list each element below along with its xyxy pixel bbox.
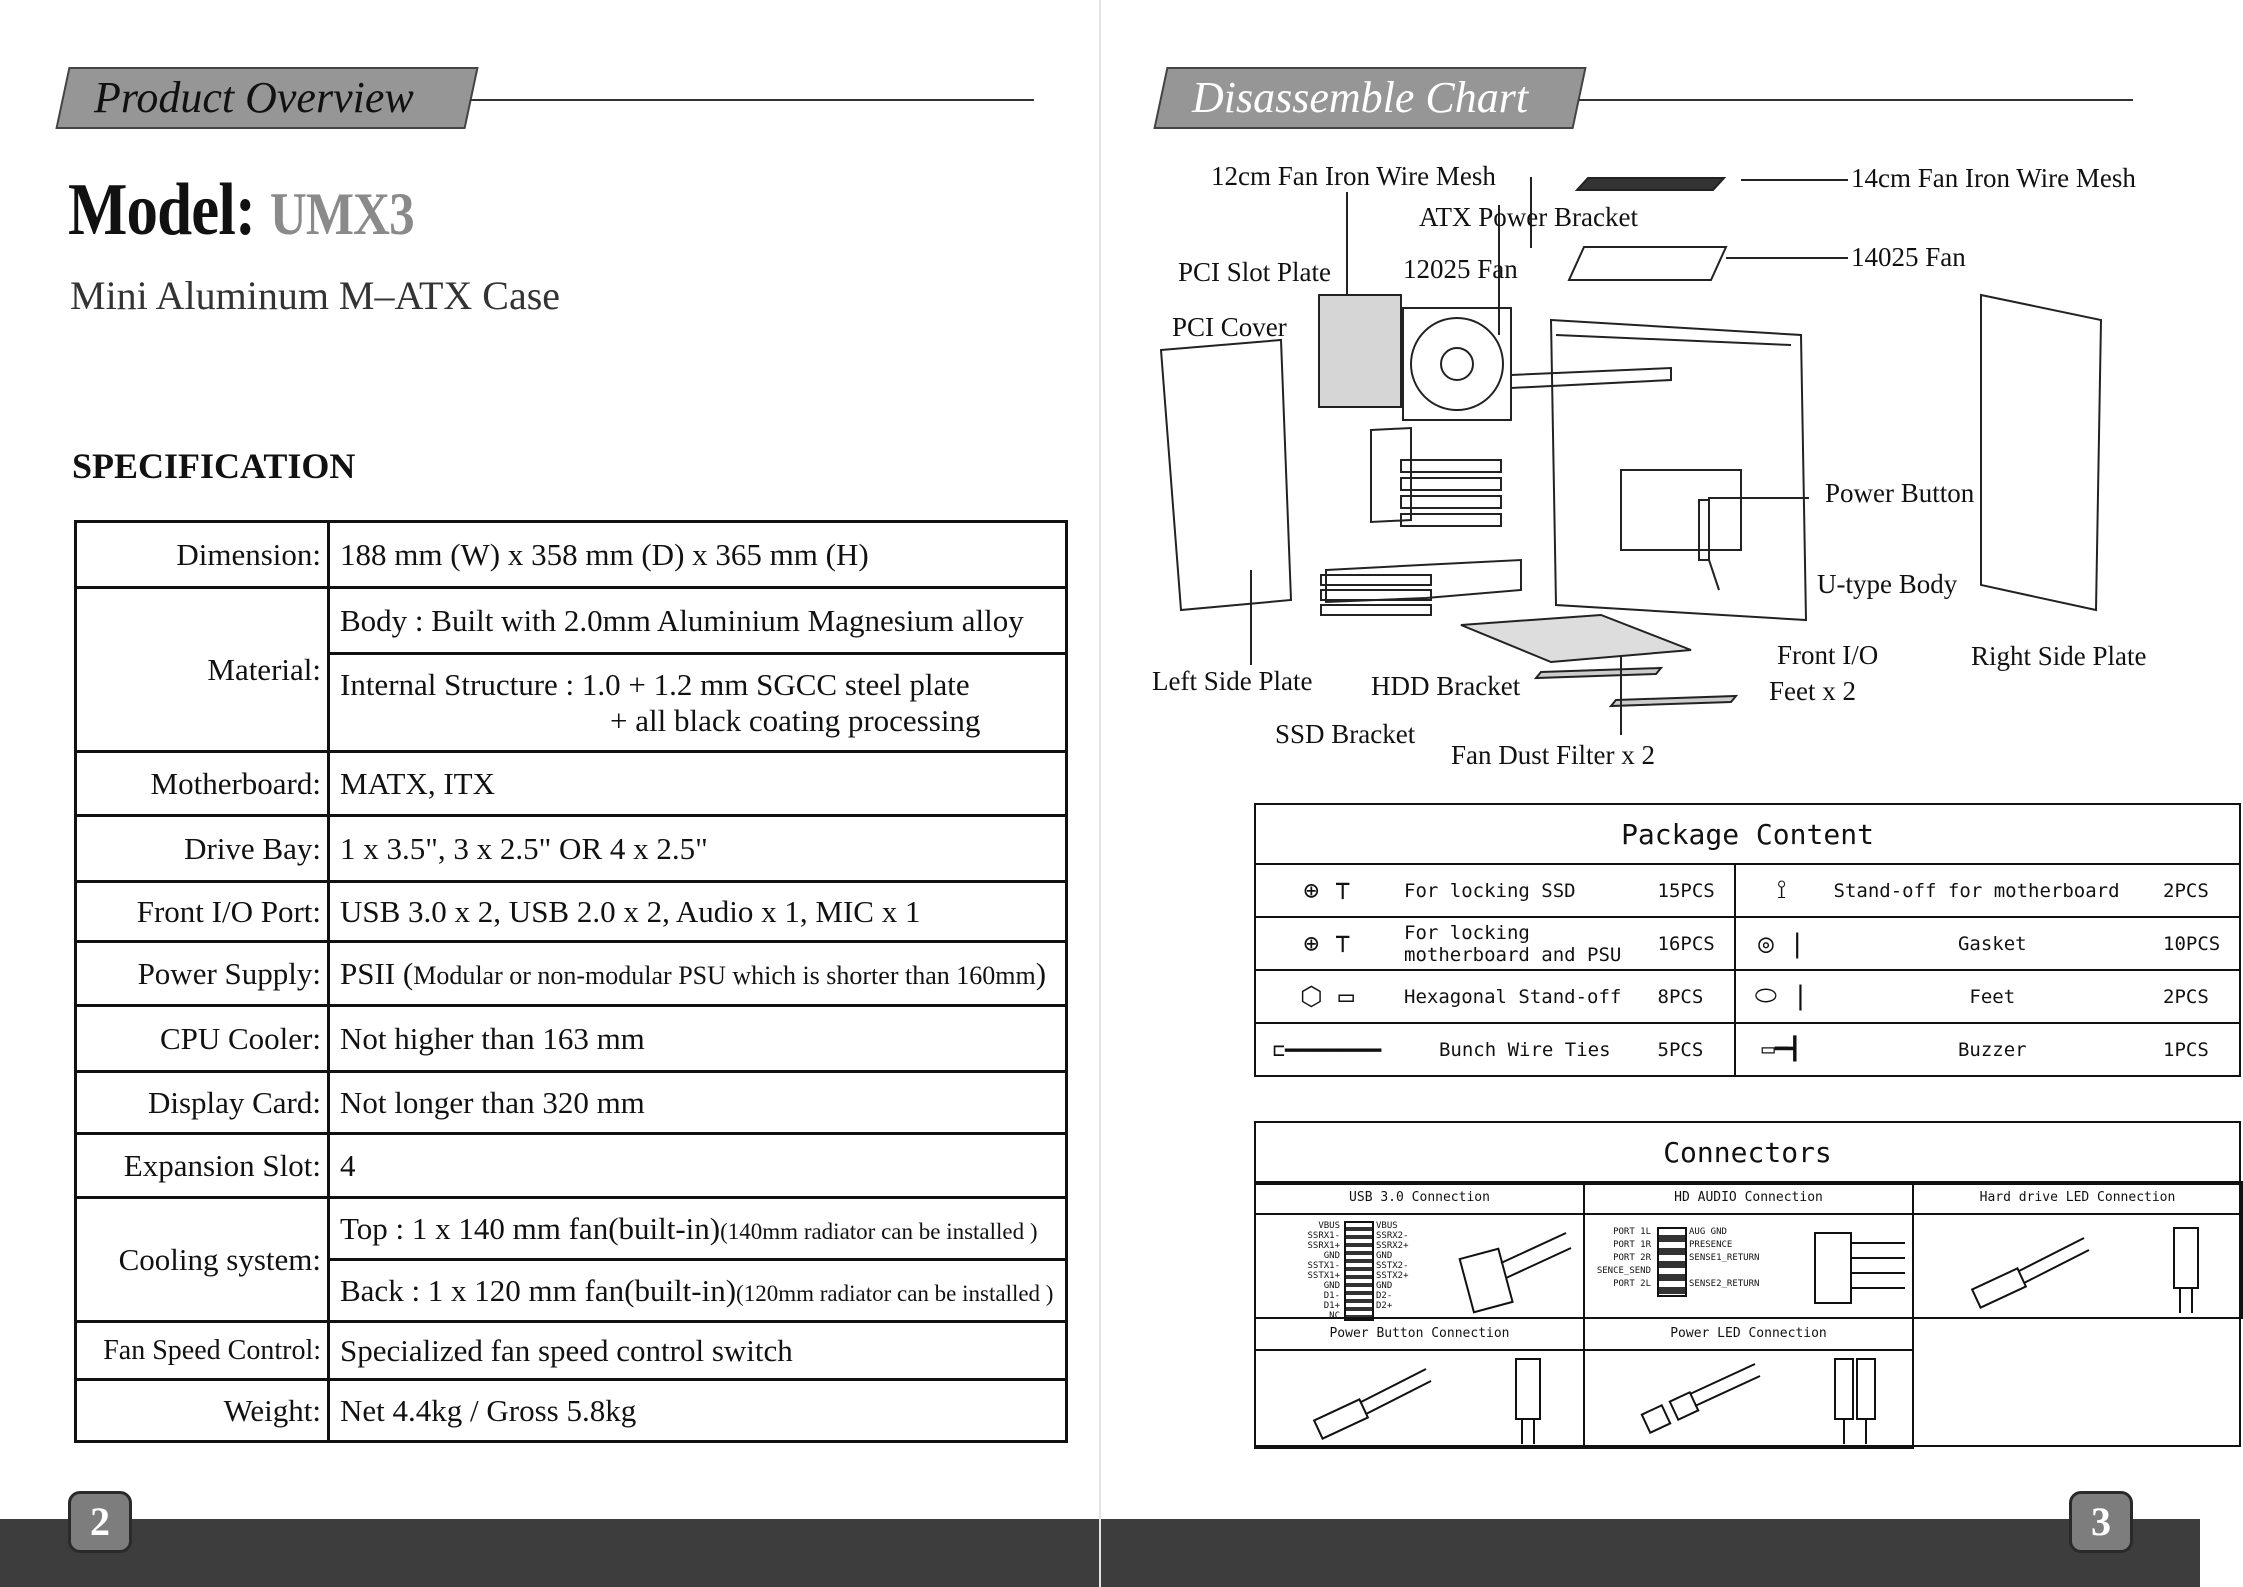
spec-value: 188 mm (W) x 358 mm (D) x 365 mm (H) bbox=[329, 522, 1067, 588]
spec-label: Display Card: bbox=[76, 1072, 329, 1134]
pin-label: GND bbox=[1376, 1251, 1393, 1261]
pin-label bbox=[1689, 1266, 1759, 1279]
spec-value: 1 x 3.5", 3 x 2.5" OR 4 x 2.5" bbox=[329, 816, 1067, 882]
callout-feet: Feet x 2 bbox=[1769, 676, 1856, 706]
package-qty: 16PCS bbox=[1652, 917, 1735, 970]
spec-label: Dimension: bbox=[76, 522, 329, 588]
screw-icon: ⊕ ⊤ bbox=[1255, 917, 1398, 970]
callout-mesh12: 12cm Fan Iron Wire Mesh bbox=[1211, 161, 1496, 191]
section-rule bbox=[470, 99, 1034, 101]
cooling-back-note: (120mm radiator can be installed ) bbox=[736, 1280, 1054, 1306]
spec-label: Motherboard: bbox=[76, 752, 329, 816]
pin-label: VBUS bbox=[1376, 1221, 1398, 1231]
spec-value: 4 bbox=[329, 1134, 1067, 1198]
spec-label: Cooling system: bbox=[76, 1198, 329, 1322]
callout-power-button: Power Button bbox=[1825, 478, 1975, 508]
pin-label: D1+ bbox=[1323, 1301, 1340, 1311]
spec-row bbox=[76, 1380, 1067, 1442]
cooling-top-note: (140mm radiator can be installed ) bbox=[720, 1218, 1038, 1244]
power-button-plug-icon bbox=[1306, 1354, 1576, 1449]
pin-label: PORT 2L bbox=[1613, 1279, 1651, 1289]
callout-filter: Fan Dust Filter x 2 bbox=[1451, 740, 1656, 770]
dust-filter-drawing bbox=[1461, 615, 1691, 662]
package-item-line: For locking bbox=[1404, 921, 1530, 944]
usb-plug-icon bbox=[1456, 1223, 1576, 1313]
pin-label: GND bbox=[1323, 1281, 1340, 1291]
standoff-icon: ⟟ bbox=[1735, 864, 1828, 917]
feet-drawing bbox=[1536, 668, 1661, 678]
buzzer-icon: ▭━┫ bbox=[1735, 1023, 1828, 1076]
callout-pci-cover: PCI Cover bbox=[1172, 312, 1287, 342]
callout-hdd: HDD Bracket bbox=[1371, 671, 1521, 701]
spec-row bbox=[76, 816, 1067, 882]
model-heading bbox=[68, 168, 414, 253]
package-qty: 2PCS bbox=[2157, 970, 2240, 1023]
usb-connection-cell bbox=[1254, 1181, 1585, 1319]
spec-value: Body : Built with 2.0mm Aluminium Magnesium alloy bbox=[329, 588, 1067, 654]
footer-bar bbox=[1101, 1519, 2200, 1587]
spec-label: Power Supply: bbox=[76, 942, 329, 1006]
spec-row bbox=[76, 522, 1067, 588]
section-title: Product Overview bbox=[94, 73, 414, 122]
spec-heading: SPECIFICATION bbox=[72, 446, 356, 486]
pin-label: AUG GND bbox=[1689, 1227, 1727, 1237]
pin-label: D2- bbox=[1376, 1291, 1393, 1301]
pin-label: SENSE2_RETURN bbox=[1689, 1279, 1760, 1289]
package-table bbox=[1254, 803, 2241, 1077]
package-header-row bbox=[1255, 804, 2240, 864]
pci-slot-plate-drawing bbox=[1319, 295, 1401, 407]
pin-label: D1- bbox=[1323, 1291, 1340, 1301]
audio-header-icon bbox=[1657, 1227, 1687, 1297]
spec-table bbox=[74, 520, 1068, 1443]
pin-label: PORT 1L bbox=[1613, 1227, 1651, 1237]
pin-label: NC bbox=[1329, 1311, 1340, 1321]
pin-label: SSRX2+ bbox=[1376, 1241, 1409, 1251]
package-item: Stand-off for motherboard bbox=[1828, 864, 2157, 917]
pin-label: SENCE_SEND bbox=[1596, 1266, 1651, 1276]
pin-label: PORT 2R bbox=[1613, 1253, 1651, 1263]
package-item: Hexagonal Stand-off bbox=[1398, 970, 1652, 1023]
spec-label: Expansion Slot: bbox=[76, 1134, 329, 1198]
package-qty: 1PCS bbox=[2157, 1023, 2240, 1076]
spec-label: Fan Speed Control: bbox=[76, 1322, 329, 1380]
connector-caption: Power LED Connection bbox=[1585, 1319, 1912, 1351]
atx-bracket-drawing bbox=[1511, 368, 1671, 388]
package-qty: 5PCS bbox=[1652, 1023, 1735, 1076]
callout-fan12025: 12025 Fan bbox=[1403, 254, 1518, 284]
pin-label: SSTX2+ bbox=[1376, 1271, 1409, 1281]
psu-close: ) bbox=[1035, 955, 1047, 991]
package-qty: 10PCS bbox=[2157, 917, 2240, 970]
spec-value: Specialized fan speed control switch bbox=[329, 1322, 1067, 1380]
section-title: Disassemble Chart bbox=[1192, 73, 1529, 122]
callout-utype: U-type Body bbox=[1817, 569, 1958, 599]
power-led-connection-cell bbox=[1583, 1317, 1914, 1449]
footer-bar bbox=[0, 1519, 1100, 1587]
callout-fan14025: 14025 Fan bbox=[1851, 242, 1966, 272]
fan-14025-drawing bbox=[1569, 247, 1726, 280]
connector-caption: Power Button Connection bbox=[1256, 1319, 1583, 1351]
spec-value: Not higher than 163 mm bbox=[329, 1006, 1067, 1072]
section-tab bbox=[55, 67, 478, 129]
cooling-top: Top : 1 x 140 mm fan(built-in) bbox=[340, 1210, 721, 1246]
power-button-connection-cell bbox=[1254, 1317, 1585, 1449]
connector-caption: HD AUDIO Connection bbox=[1585, 1183, 1912, 1215]
pin-label: SSTX1- bbox=[1307, 1261, 1340, 1271]
package-item bbox=[1398, 917, 1652, 970]
package-item: Gasket bbox=[1828, 917, 2157, 970]
callout-pci-slot: PCI Slot Plate bbox=[1178, 257, 1332, 287]
hdd-led-plug-icon bbox=[1964, 1223, 2234, 1318]
package-item: Buzzer bbox=[1828, 1023, 2157, 1076]
audio-connection-cell bbox=[1583, 1181, 1914, 1319]
callout-atx-bracket: ATX Power Bracket bbox=[1419, 202, 1638, 232]
callout-mesh14: 14cm Fan Iron Wire Mesh bbox=[1851, 163, 2136, 193]
spec-row bbox=[76, 588, 1067, 654]
psu-note: Modular or non-modular PSU which is shorter than 160mm bbox=[413, 960, 1036, 990]
spec-row bbox=[76, 1006, 1067, 1072]
material-internal: Internal Structure : 1.0 + 1.2 mm SGCC steel plate bbox=[340, 666, 970, 702]
pin-label: SENSE1_RETURN bbox=[1689, 1253, 1760, 1263]
page-number: 2 bbox=[68, 1491, 132, 1553]
package-row bbox=[1255, 1023, 2240, 1076]
pin-label: GND bbox=[1376, 1281, 1393, 1291]
spec-label: Material: bbox=[76, 588, 329, 752]
feet-icon: ⬭ | bbox=[1735, 970, 1828, 1023]
usb-header-icon bbox=[1344, 1221, 1374, 1321]
model-value: UMX3 bbox=[269, 181, 414, 247]
package-row bbox=[1255, 970, 2240, 1023]
screw-icon: ⊕ ⊤ bbox=[1255, 864, 1398, 917]
usb-pins-left bbox=[1292, 1221, 1340, 1321]
callout-front-io: Front I/O bbox=[1777, 640, 1879, 670]
pin-label: PORT 1R bbox=[1613, 1240, 1651, 1250]
left-side-plate-drawing bbox=[1161, 340, 1291, 610]
spec-value bbox=[329, 1198, 1067, 1260]
connectors-box bbox=[1254, 1121, 2241, 1447]
spec-value: Net 4.4kg / Gross 5.8kg bbox=[329, 1380, 1067, 1442]
page-number: 3 bbox=[2069, 1491, 2133, 1553]
material-internal-2: + all black coating processing bbox=[610, 702, 981, 738]
wire-tie-icon: ⊏━━━━━━━━ bbox=[1255, 1023, 1398, 1076]
package-title: Package Content bbox=[1255, 804, 2240, 864]
pin-label: PRESENCE bbox=[1689, 1240, 1733, 1250]
model-label: Model: bbox=[68, 169, 256, 251]
package-qty: 15PCS bbox=[1652, 864, 1735, 917]
spec-value bbox=[329, 1260, 1067, 1322]
spec-row bbox=[76, 1322, 1067, 1380]
pin-label: GND bbox=[1323, 1251, 1340, 1261]
pin-label: VBUS bbox=[1318, 1221, 1340, 1231]
callout-right-side: Right Side Plate bbox=[1971, 641, 2147, 671]
fan-12025-drawing bbox=[1403, 308, 1511, 420]
spec-label: CPU Cooler: bbox=[76, 1006, 329, 1072]
spec-label: Drive Bay: bbox=[76, 816, 329, 882]
pin-label: SSTX2- bbox=[1376, 1261, 1409, 1271]
connector-caption: Hard drive LED Connection bbox=[1914, 1183, 2241, 1215]
audio-pins-right bbox=[1689, 1227, 1759, 1292]
left-page bbox=[0, 0, 1100, 1587]
usb-pins-right bbox=[1376, 1221, 1409, 1311]
audio-plug-icon bbox=[1810, 1223, 1910, 1313]
power-led-plug-icon bbox=[1635, 1354, 1905, 1449]
spec-label: Front I/O Port: bbox=[76, 882, 329, 942]
connectors-title: Connectors bbox=[1256, 1123, 2239, 1185]
callout-ssd: SSD Bracket bbox=[1275, 719, 1416, 749]
spec-row bbox=[76, 1198, 1067, 1260]
spec-value bbox=[329, 654, 1067, 752]
right-page bbox=[1101, 0, 2221, 1587]
callout-left-side: Left Side Plate bbox=[1152, 666, 1313, 696]
spec-row bbox=[76, 942, 1067, 1006]
cooling-back: Back : 1 x 120 mm fan(built-in) bbox=[340, 1272, 737, 1308]
hdd-led-connection-cell bbox=[1912, 1181, 2243, 1319]
hex-standoff-icon: ⬡ ▭ bbox=[1255, 970, 1398, 1023]
right-side-plate-drawing bbox=[1981, 295, 2101, 610]
pin-label: SSRX1- bbox=[1307, 1231, 1340, 1241]
gasket-icon: ◎ | bbox=[1735, 917, 1828, 970]
pin-label: SSRX2- bbox=[1376, 1231, 1409, 1241]
package-qty: 8PCS bbox=[1652, 970, 1735, 1023]
package-item: Feet bbox=[1828, 970, 2157, 1023]
package-qty: 2PCS bbox=[2157, 864, 2240, 917]
package-item: Bunch Wire Ties bbox=[1398, 1023, 1652, 1076]
spec-label: Weight: bbox=[76, 1380, 329, 1442]
spec-value: USB 3.0 x 2, USB 2.0 x 2, Audio x 1, MIC x 1 bbox=[329, 882, 1067, 942]
product-subtitle: Mini Aluminum M–ATX Case bbox=[70, 273, 561, 318]
pin-label: D2+ bbox=[1376, 1301, 1393, 1311]
spec-value bbox=[329, 942, 1067, 1006]
pin-label: SSTX1+ bbox=[1307, 1271, 1340, 1281]
spec-row bbox=[76, 1072, 1067, 1134]
psu-value: PSII ( bbox=[340, 955, 414, 991]
package-item: For locking SSD bbox=[1398, 864, 1652, 917]
spec-row bbox=[76, 752, 1067, 816]
pin-label: SSRX1+ bbox=[1307, 1241, 1340, 1251]
hdd-bracket-drawing bbox=[1326, 560, 1521, 602]
package-row bbox=[1255, 917, 2240, 970]
package-item-line: motherboard and PSU bbox=[1404, 943, 1622, 966]
spec-row bbox=[76, 882, 1067, 942]
mesh-14-drawing bbox=[1577, 178, 1724, 190]
spec-row bbox=[76, 1134, 1067, 1198]
package-row bbox=[1255, 864, 2240, 917]
spec-value: Not longer than 320 mm bbox=[329, 1072, 1067, 1134]
connector-caption: USB 3.0 Connection bbox=[1256, 1183, 1583, 1215]
audio-pins-left bbox=[1585, 1227, 1651, 1292]
spec-value: MATX, ITX bbox=[329, 752, 1067, 816]
